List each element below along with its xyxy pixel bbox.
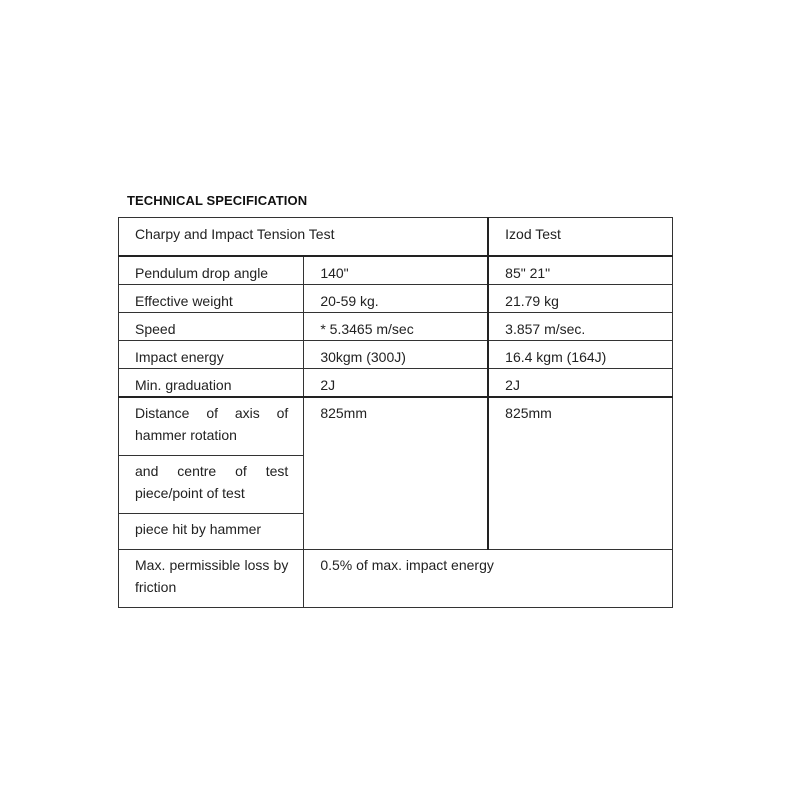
friction-label: Max. permissible loss by friction bbox=[119, 550, 304, 608]
distance-izod-value: 825mm bbox=[488, 397, 672, 550]
izod-value: 3.857 m/sec. bbox=[488, 313, 672, 341]
friction-value: 0.5% of max. impact energy bbox=[304, 550, 673, 608]
header-charpy: Charpy and Impact Tension Test bbox=[119, 218, 489, 257]
table-row bbox=[119, 256, 673, 285]
table-row bbox=[119, 313, 673, 341]
row-label: Speed bbox=[119, 313, 304, 341]
table-header-row bbox=[119, 218, 673, 257]
izod-value: 2J bbox=[488, 369, 672, 398]
table-row bbox=[119, 550, 673, 608]
row-label: Impact energy bbox=[119, 341, 304, 369]
table-row bbox=[119, 285, 673, 313]
charpy-value: 2J bbox=[304, 369, 488, 398]
charpy-value: 20-59 kg. bbox=[304, 285, 488, 313]
distance-charpy-value: 825mm bbox=[304, 397, 488, 550]
distance-label-line-2: and centre of test piece/point of test bbox=[119, 456, 304, 514]
distance-label-line-1: Distance of axis of hammer rotation bbox=[119, 397, 304, 456]
row-label: Pendulum drop angle bbox=[119, 256, 304, 285]
table-row bbox=[119, 369, 673, 398]
table-row bbox=[119, 341, 673, 369]
charpy-value: 30kgm (300J) bbox=[304, 341, 488, 369]
specification-table bbox=[118, 217, 673, 608]
row-label: Min. graduation bbox=[119, 369, 304, 398]
izod-value: 16.4 kgm (164J) bbox=[488, 341, 672, 369]
distance-label-line-3: piece hit by hammer bbox=[119, 514, 304, 550]
section-title: TECHNICAL SPECIFICATION bbox=[127, 193, 308, 208]
izod-value: 85" 21" bbox=[488, 256, 672, 285]
charpy-value: 140" bbox=[304, 256, 488, 285]
header-izod: Izod Test bbox=[488, 218, 672, 257]
row-label: Effective weight bbox=[119, 285, 304, 313]
charpy-value: * 5.3465 m/sec bbox=[304, 313, 488, 341]
table-row bbox=[119, 397, 673, 456]
izod-value: 21.79 kg bbox=[488, 285, 672, 313]
